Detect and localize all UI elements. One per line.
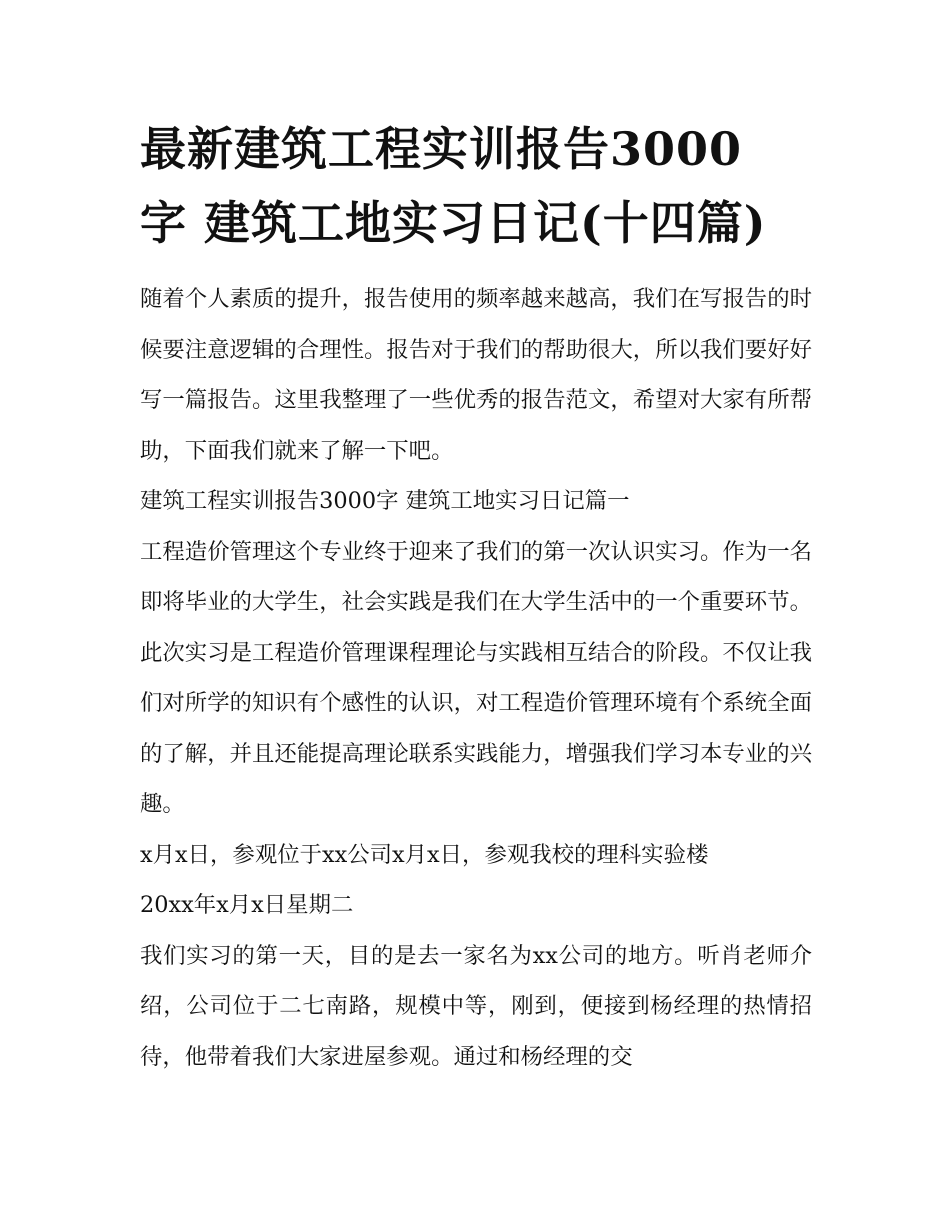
intro-paragraph: 随着个人素质的提升，报告使用的频率越来越高，我们在写报告的时候要注意逻辑的合理性。报告对于我们的帮助很大，所以我们要好好写一篇报告。这里我整理了一些优秀的报告范文，希望对大家有所帮助，下面我们就来了解一下吧。 — [140, 286, 812, 464]
section-heading: 建筑工程实训报告3000字 建筑工地实习日记篇一 — [140, 488, 630, 514]
title-line-1: 最新建筑工程实训报告3000 — [140, 122, 743, 176]
title-line-2: 字 建筑工地实习日记(十四篇) — [140, 196, 767, 250]
body-paragraph-3: 我们实习的第一天，目的是去一家名为xx公司的地方。听肖老师介绍，公司位于二七南路，规模中等，刚到，便接到杨经理的热情招待，他带着我们大家进屋参观。通过和杨经理的交 — [140, 942, 812, 1070]
body-paragraph-2: x月x日，参观位于xx公司x月x日，参观我校的理科实验楼 — [140, 841, 709, 868]
document-body — [140, 274, 812, 1082]
date-line: 20xx年x月x日星期二 — [140, 892, 354, 918]
document-title — [140, 112, 812, 260]
body-paragraph-1: 工程造价管理这个专业终于迎来了我们的第一次认识实习。作为一名即将毕业的大学生，社会实践是我们在大学生活中的一个重要环节。此次实习是工程造价管理课程理论与实践相互结合的阶段。不仅让我们对所学的知识有个感性的认识，对工程造价管理环境有个系统全面的了解，并且还能提高理论联系实践能力，增强我们学习本专业的兴趣。 — [140, 538, 812, 817]
document-page — [140, 112, 812, 1082]
